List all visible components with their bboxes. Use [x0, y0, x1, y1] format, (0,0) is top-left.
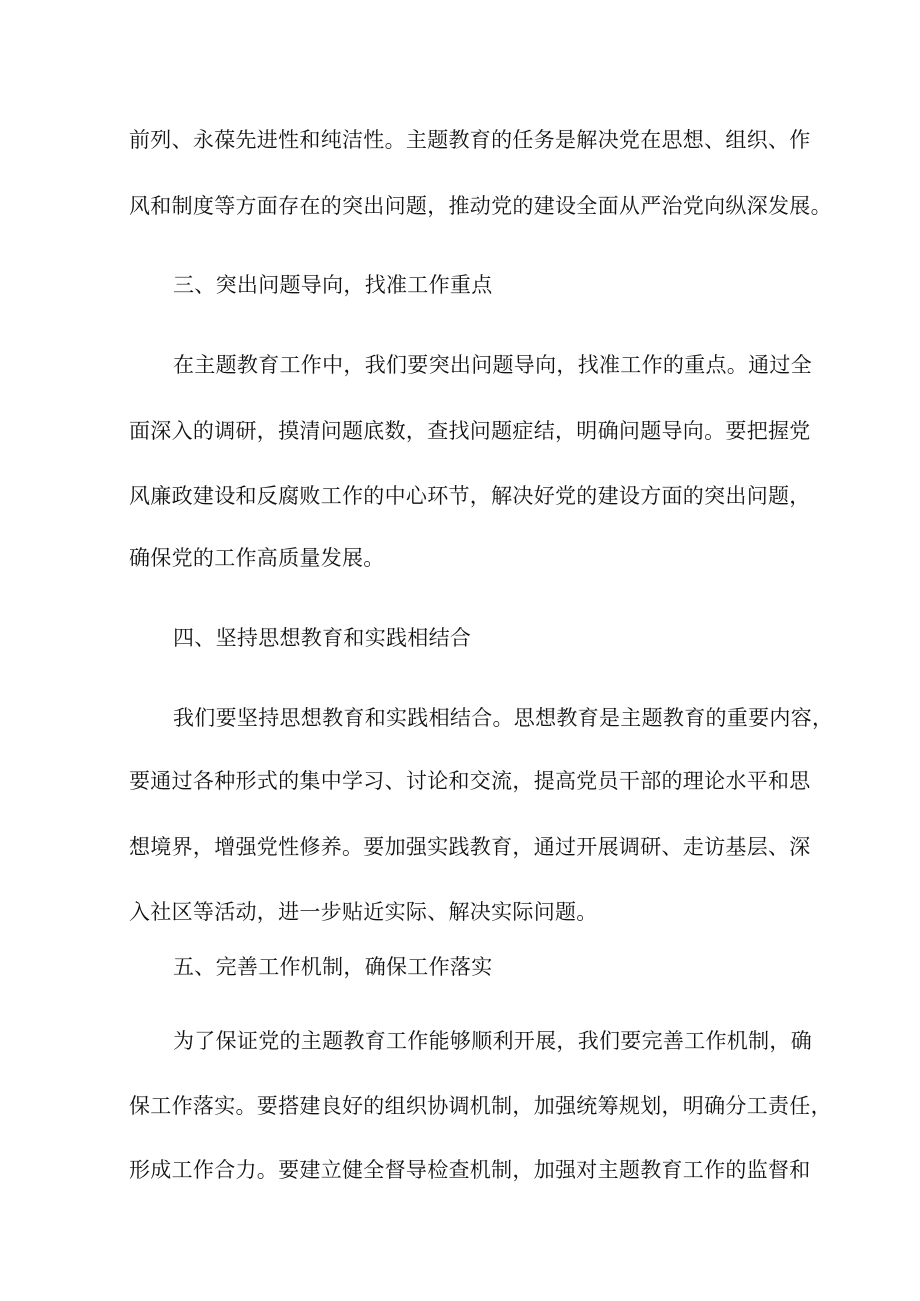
paragraph-line: 要通过各种形式的集中学习、讨论和交流，提高党员干部的理论水平和思	[129, 769, 811, 793]
paragraph-line: 入社区等活动，进一步贴近实际、解决实际问题。	[129, 900, 598, 924]
paragraph-line: 形成工作合力。要建立健全督导检查机制，加强对主题教育工作的监督和	[129, 1158, 811, 1182]
paragraph-line: 保工作落实。要搭建良好的组织协调机制，加强统筹规划，明确分工责任，	[129, 1094, 832, 1118]
paragraph-line: 想境界，增强党性修养。要加强实践教育，通过开展调研、走访基层、深	[129, 835, 811, 859]
paragraph-line: 我们要坚持思想教育和实践相结合。思想教育是主题教育的重要内容，	[173, 706, 834, 730]
section-heading: 三、突出问题导向，找准工作重点	[173, 273, 493, 297]
paragraph-line: 前列、永葆先进性和纯洁性。主题教育的任务是解决党在思想、组织、作	[129, 128, 811, 152]
paragraph-line: 为了保证党的主题教育工作能够顺利开展，我们要完善工作机制，确	[173, 1029, 812, 1053]
paragraph-line: 风和制度等方面存在的突出问题，推动党的建设全面从严治党向纵深发展。	[129, 194, 832, 218]
section-heading: 四、坚持思想教育和实践相结合	[173, 626, 472, 650]
paragraph-line: 风廉政建设和反腐败工作的中心环节，解决好党的建设方面的突出问题，	[129, 484, 811, 508]
paragraph-line: 确保党的工作高质量发展。	[129, 546, 385, 570]
paragraph-line: 在主题教育工作中，我们要突出问题导向，找准工作的重点。通过全	[173, 353, 812, 377]
paragraph-line: 面深入的调研，摸清问题底数，查找问题症结，明确问题导向。要把握党	[129, 419, 811, 443]
section-heading: 五、完善工作机制，确保工作落实	[173, 955, 493, 979]
